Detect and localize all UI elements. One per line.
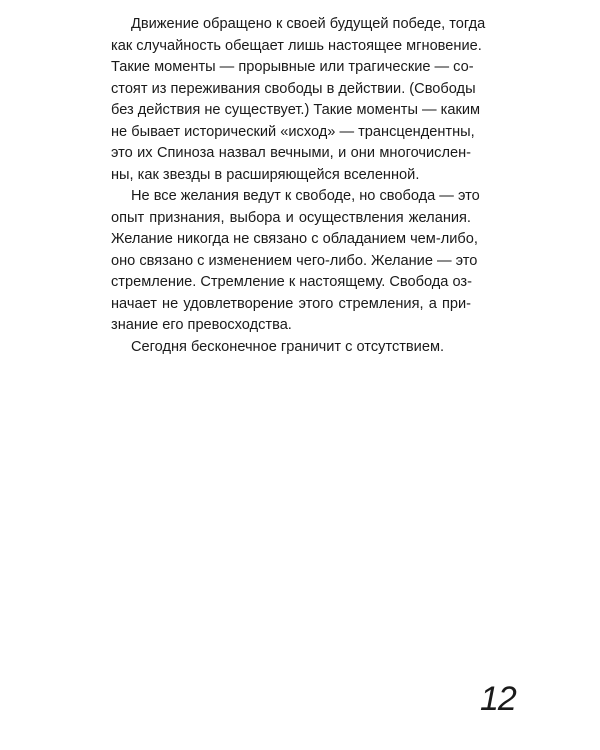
text-line: начает не удовлетворение этого стремления, а при- — [111, 295, 471, 312]
text-line: знание его превосходства. — [111, 317, 292, 333]
text-line: не бывает исторический «исход» — трансцендентны, — [111, 123, 475, 140]
text-line: это их Спиноза назвал вечными, и они многочислен- — [111, 145, 471, 161]
page-number: 12 — [480, 680, 516, 718]
text-line: без действия не существует.) Такие моменты — каким — [111, 102, 481, 118]
paragraph-1 — [111, 14, 486, 186]
text-line: Желание никогда не связано с обладанием чем-либо, — [111, 231, 478, 247]
text-line: Движение обращено к своей будущей победе, тогда — [131, 16, 486, 32]
text-line: опыт признания, выбора и осуществления желания. — [111, 209, 471, 226]
text-line: ны, как звезды в расширяющейся вселенной. — [111, 166, 420, 183]
text-line: оно связано с изменением чего-либо. Желание — это — [111, 252, 478, 269]
text-line: Сегодня бесконечное граничит с отсутствием. — [131, 338, 445, 355]
text-line: стоят из переживания свободы в действии. (Свободы — [111, 80, 476, 97]
paragraph-2 — [111, 186, 480, 337]
text-line: как случайность обещает лишь настоящее мгновение. — [111, 37, 482, 54]
text-line: Не все желания ведут к свободе, но свобода — это — [131, 188, 480, 204]
text-line: стремление. Стремление к настоящему. Свобода оз- — [111, 274, 472, 290]
paragraph-3 — [111, 337, 471, 359]
body-text — [111, 14, 486, 358]
text-line: Такие моменты — прорывные или трагические — со- — [111, 59, 474, 75]
